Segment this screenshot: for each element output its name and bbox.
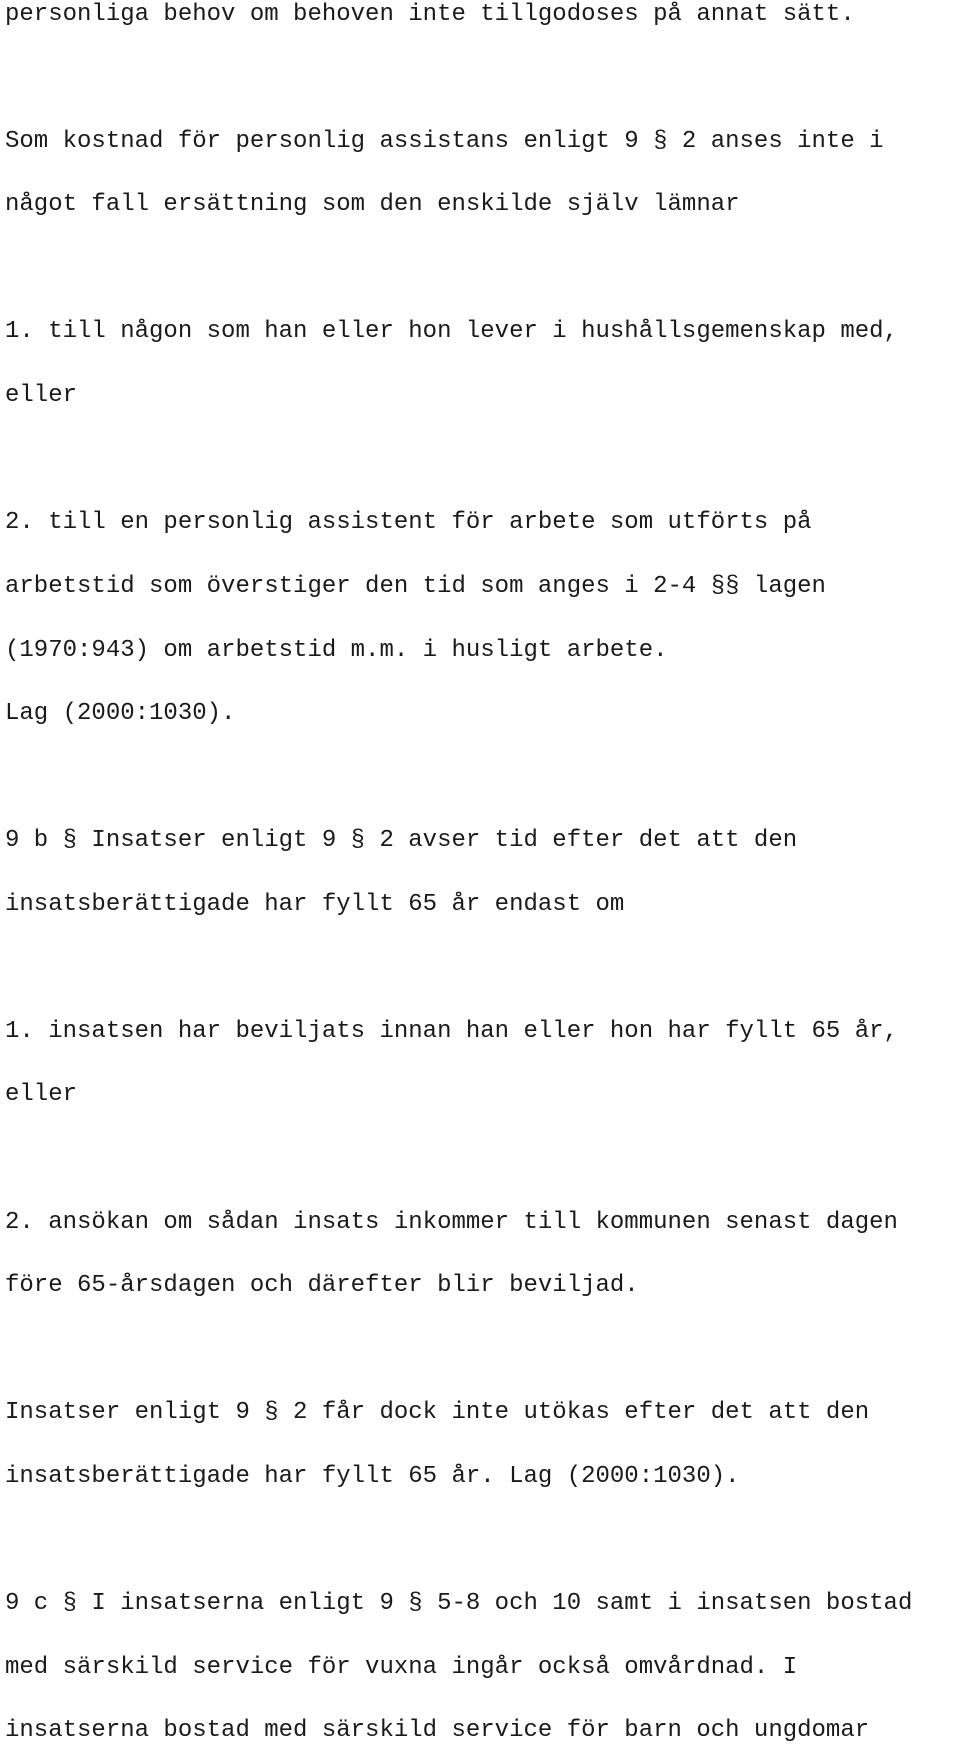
text-line: (1970:943) om arbetstid m.m. i husligt arbete. [5,637,668,664]
text-line: med särskild service för vuxna ingår också omvårdnad. I [5,1654,798,1681]
text-line: insatsberättigade har fyllt 65 år endast om [5,891,625,918]
text-line: Som kostnad för personlig assistans enligt 9 § 2 anses inte i [5,128,884,155]
text-line: Insatser enligt 9 § 2 får dock inte utökas efter det att den [5,1399,870,1426]
text-line: eller [5,1081,78,1108]
text-line: Lag (2000:1030). [5,700,236,727]
text-line: något fall ersättning som den enskilde själv lämnar [5,191,740,218]
section-9c-heading: 9 c § I insatserna enligt 9 § 5-8 och 10 samt i insatsen bostad [5,1590,913,1617]
section-9b-heading: 9 b § Insatser enligt 9 § 2 avser tid efter det att den [5,827,798,854]
text-line: 1. till någon som han eller hon lever i hushållsgemenskap med, [5,318,898,345]
text-line: eller [5,382,78,409]
text-line: 2. till en personlig assistent för arbete som utförts på [5,509,812,536]
text-line: före 65-årsdagen och därefter blir beviljad. [5,1272,639,1299]
text-line: personliga behov om behoven inte tillgodoses på annat sätt. [5,1,855,28]
text-line: 1. insatsen har beviljats innan han eller hon har fyllt 65 år, [5,1018,898,1045]
text-line: 2. ansökan om sådan insats inkommer till kommunen senast dagen [5,1209,898,1236]
text-line: insatserna bostad med särskild service för barn och ungdomar [5,1717,870,1744]
text-line: insatsberättigade har fyllt 65 år. Lag (2000:1030). [5,1463,740,1490]
text-line: arbetstid som överstiger den tid som anges i 2-4 §§ lagen [5,573,826,600]
